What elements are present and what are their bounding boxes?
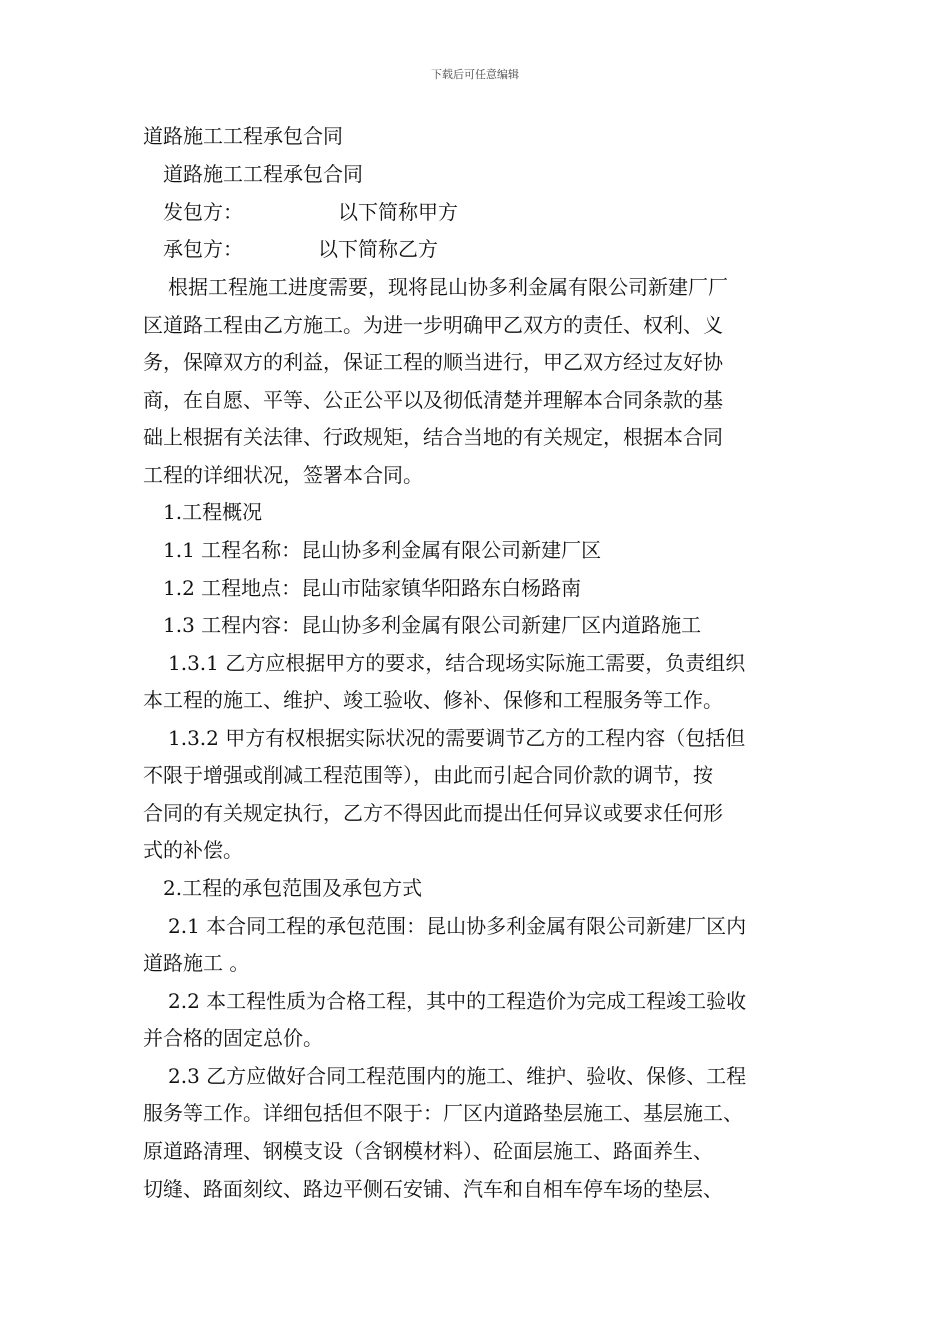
body-line: 工程的详细状况，签署本合同。 [143,463,423,487]
body-line: 1.3.1 乙方应根据甲方的要求，结合现场实际施工需要，负责组织 [168,651,746,675]
party-a-row [163,200,458,224]
body-line: 服务等工作。详细包括但不限于：厂区内道路垫层施工、基层施工、 [143,1101,743,1125]
body-line: 不限于增强或削减工程范围等），由此而引起合同价款的调节，按 [143,763,713,787]
body-line: 础上根据有关法律、行政规矩，结合当地的有关规定，根据本合同 [143,425,723,449]
body-line: 2.1 本合同工程的承包范围：昆山协多利金属有限公司新建厂区内 [168,914,747,938]
body-line: 区道路工程由乙方施工。为进一步明确甲乙双方的责任、权利、义 [143,313,723,337]
body-line: 合同的有关规定执行，乙方不得因此而提出任何异议或要求任何形 [143,801,723,825]
body-line: 道路施工 。 [143,951,250,975]
party-a-value: 以下简称甲方 [338,200,458,224]
body-line: 2.2 本工程性质为合格工程，其中的工程造价为完成工程竣工验收 [168,989,747,1013]
section-heading: 2.工程的承包范围及承包方式 [163,876,423,900]
party-b-row [163,237,438,261]
document-subtitle: 道路施工工程承包合同 [163,162,363,186]
body-line: 1.1 工程名称：昆山协多利金属有限公司新建厂区 [163,538,602,562]
body-line: 2.3 乙方应做好合同工程范围内的施工、维护、验收、保修、工程 [168,1064,747,1088]
body-line: 1.3 工程内容：昆山协多利金属有限公司新建厂区内道路施工 [163,613,702,637]
page-header: 下载后可任意编辑 [431,68,519,81]
body-line: 根据工程施工进度需要，现将昆山协多利金属有限公司新建厂厂 [168,275,728,299]
party-b-value: 以下简称乙方 [318,237,438,261]
body-line: 式的补偿。 [143,838,243,862]
section-heading: 1.工程概况 [163,500,263,524]
body-line: 务，保障双方的利益，保证工程的顺当进行，甲乙双方经过友好协 [143,350,723,374]
body-line: 本工程的施工、维护、竣工验收、修补、保修和工程服务等工作。 [143,688,723,712]
body-line: 1.3.2 甲方有权根据实际状况的需要调节乙方的工程内容（包括但 [168,726,746,750]
document-title: 道路施工工程承包合同 [143,124,343,148]
body-line: 切缝、路面刻纹、路边平侧石安铺、汽车和自相车停车场的垫层、 [143,1177,723,1201]
body-line: 商，在自愿、平等、公正公平以及彻低清楚并理解本合同条款的基 [143,388,723,412]
party-a-label: 发包方： [163,200,243,224]
party-b-label: 承包方： [163,237,243,261]
body-line: 1.2 工程地点：昆山市陆家镇华阳路东白杨路南 [163,576,582,600]
body-line: 原道路清理、钢模支设（含钢模材料）、砼面层施工、路面养生、 [143,1139,713,1163]
body-line: 并合格的固定总价。 [143,1026,323,1050]
